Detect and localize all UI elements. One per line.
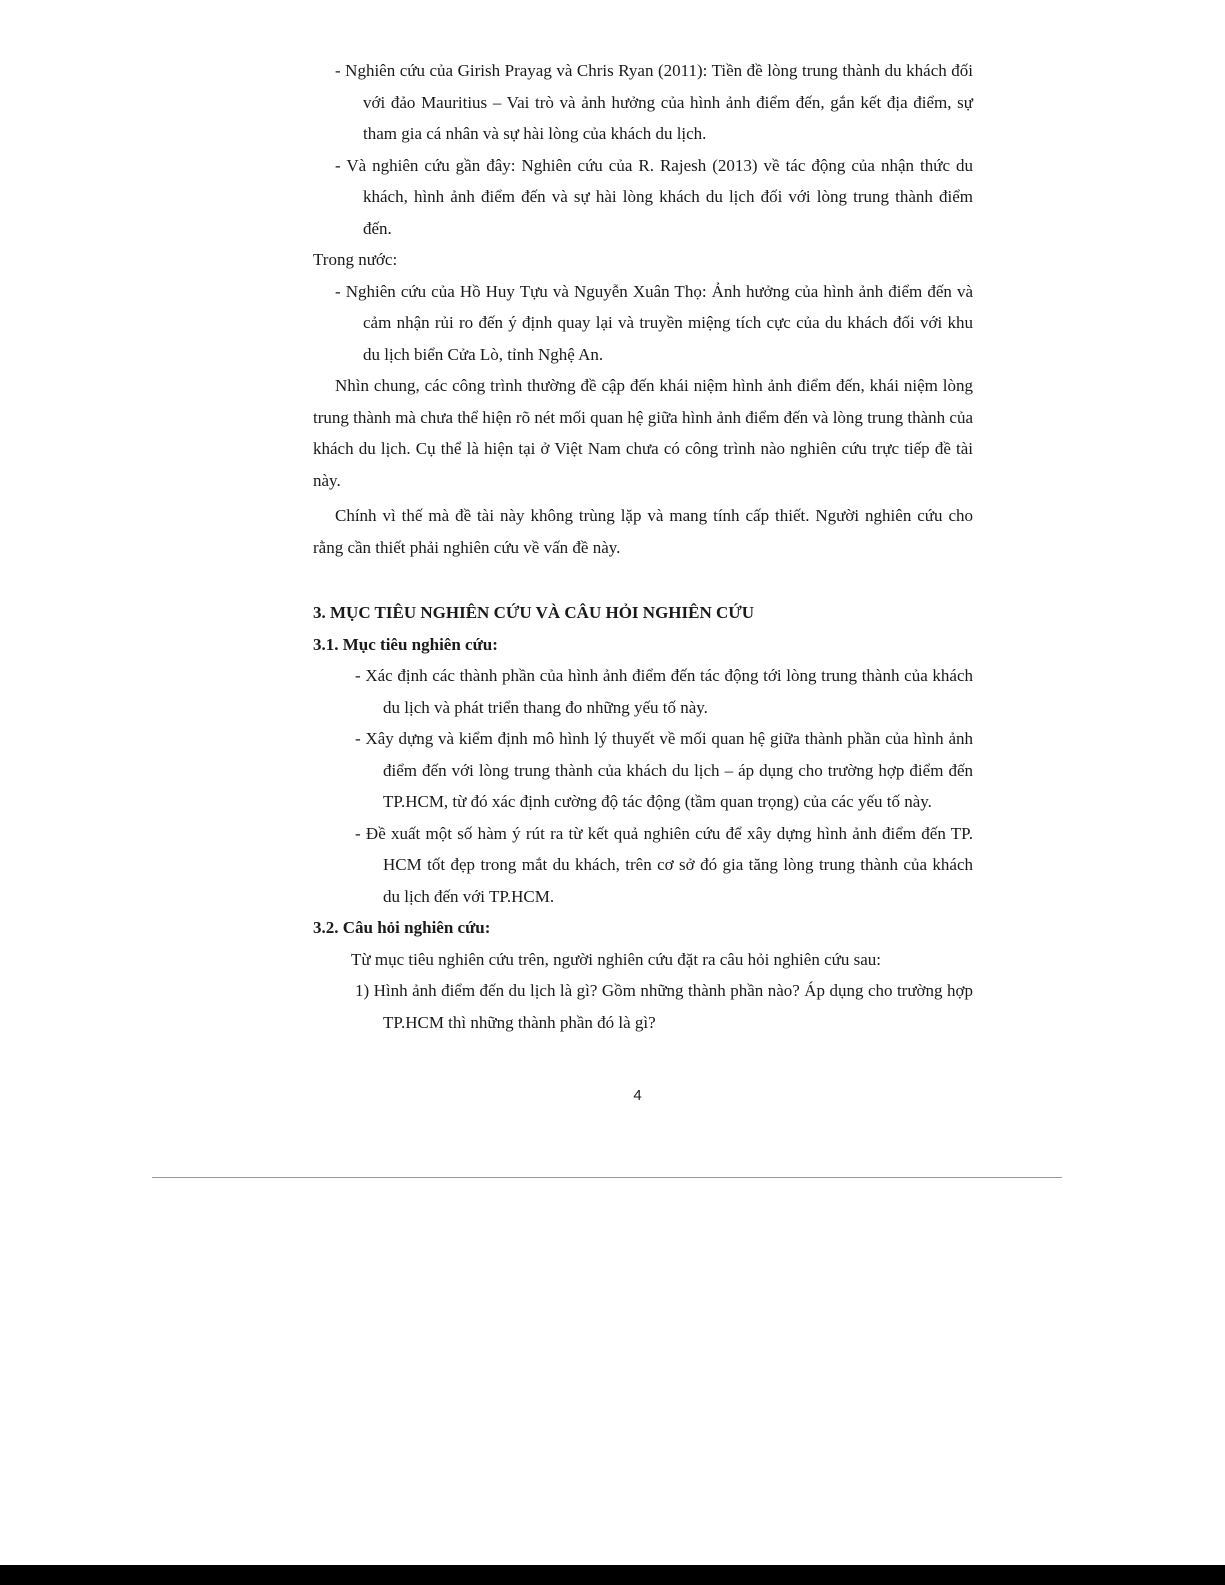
reference-item-ho-huy-tuu: - Nghiên cứu của Hồ Huy Tựu và Nguyễn Xuân Thọ: Ảnh hưởng của hình ảnh điểm đến và cảm nhận rủi ro đến ý định quay lại và truyền miệng tích cực của du khách đối với khu du lịch biển Cửa Lò, tỉnh Nghệ An.: [335, 281, 973, 364]
objective-item: - Đề xuất một số hàm ý rút ra từ kết quả nghiên cứu để xây dựng hình ảnh điểm đến TP. HCM tốt đẹp trong mắt du khách, trên cơ sở đó gia tăng lòng trung thành của khách du lịch đến với TP.HCM.: [355, 823, 973, 906]
question-item: 1) Hình ảnh điểm đến du lịch là gì? Gồm những thành phần nào? Áp dụng cho trường hợp TP.HCM thì những thành phần đó là gì?: [355, 981, 973, 1032]
section-heading: 3. MỤC TIÊU NGHIÊN CỨU VÀ CÂU HỎI NGHIÊN CỨU: [313, 603, 755, 622]
reference-item-girish-prayag: - Nghiên cứu của Girish Prayag và Chris Ryan (2011): Tiền đề lòng trung thành du khách đối với đảo Mauritius – Vai trò và ảnh hưởng của hình ảnh điểm đến, gắn kết địa điểm, sự tham gia cá nhân và sự hài lòng của khách du lịch.: [335, 61, 973, 143]
page-body: [313, 55, 973, 1038]
conclusion-paragraph: Chính vì thế mà đề tài này không trùng lặp và mang tính cấp thiết. Người nghiên cứu cho rằng cần thiết phải nghiên cứu về vấn đề này.: [313, 506, 973, 557]
domestic-label: Trong nước:: [313, 250, 398, 269]
subsection-heading-objectives: 3.1. Mục tiêu nghiên cứu:: [313, 634, 498, 654]
reference-item-r-rajesh: - Và nghiên cứu gần đây: Nghiên cứu của R. Rajesh (2013) về tác động của nhận thức du khách, hình ảnh điểm đến và sự hài lòng khách du lịch đối với lòng trung thành điểm đến.: [335, 155, 973, 238]
objective-item: - Xác định các thành phần của hình ảnh điểm đến tác động tới lòng trung thành của khách du lịch và phát triển thang đo những yếu tố này.: [355, 666, 973, 717]
subsection-heading-questions: 3.2. Câu hỏi nghiên cứu:: [313, 918, 491, 937]
questions-intro: Từ mục tiêu nghiên cứu trên, người nghiên cứu đặt ra câu hỏi nghiên cứu sau:: [351, 949, 881, 969]
summary-paragraph: Nhìn chung, các công trình thường đề cập đến khái niệm hình ảnh điểm đến, khái niệm lòng trung thành mà chưa thể hiện rõ nét mối quan hệ giữa hình ảnh điểm đến và lòng trung thành của khách du lịch. Cụ thể là hiện tại ở Việt Nam chưa có công trình nào nghiên cứu trực tiếp đề tài này.: [313, 376, 973, 490]
page-divider: [152, 1177, 1062, 1178]
bottom-edge-bar: [0, 1565, 1225, 1585]
page-number: 4: [633, 1087, 642, 1104]
objective-item: - Xây dựng và kiểm định mô hình lý thuyết về mối quan hệ giữa thành phần của hình ảnh điểm đến với lòng trung thành của khách du lịch – áp dụng cho trường hợp điểm đến TP.HCM, từ đó xác định cường độ tác động (tầm quan trọng) của các yếu tố này.: [355, 729, 973, 811]
